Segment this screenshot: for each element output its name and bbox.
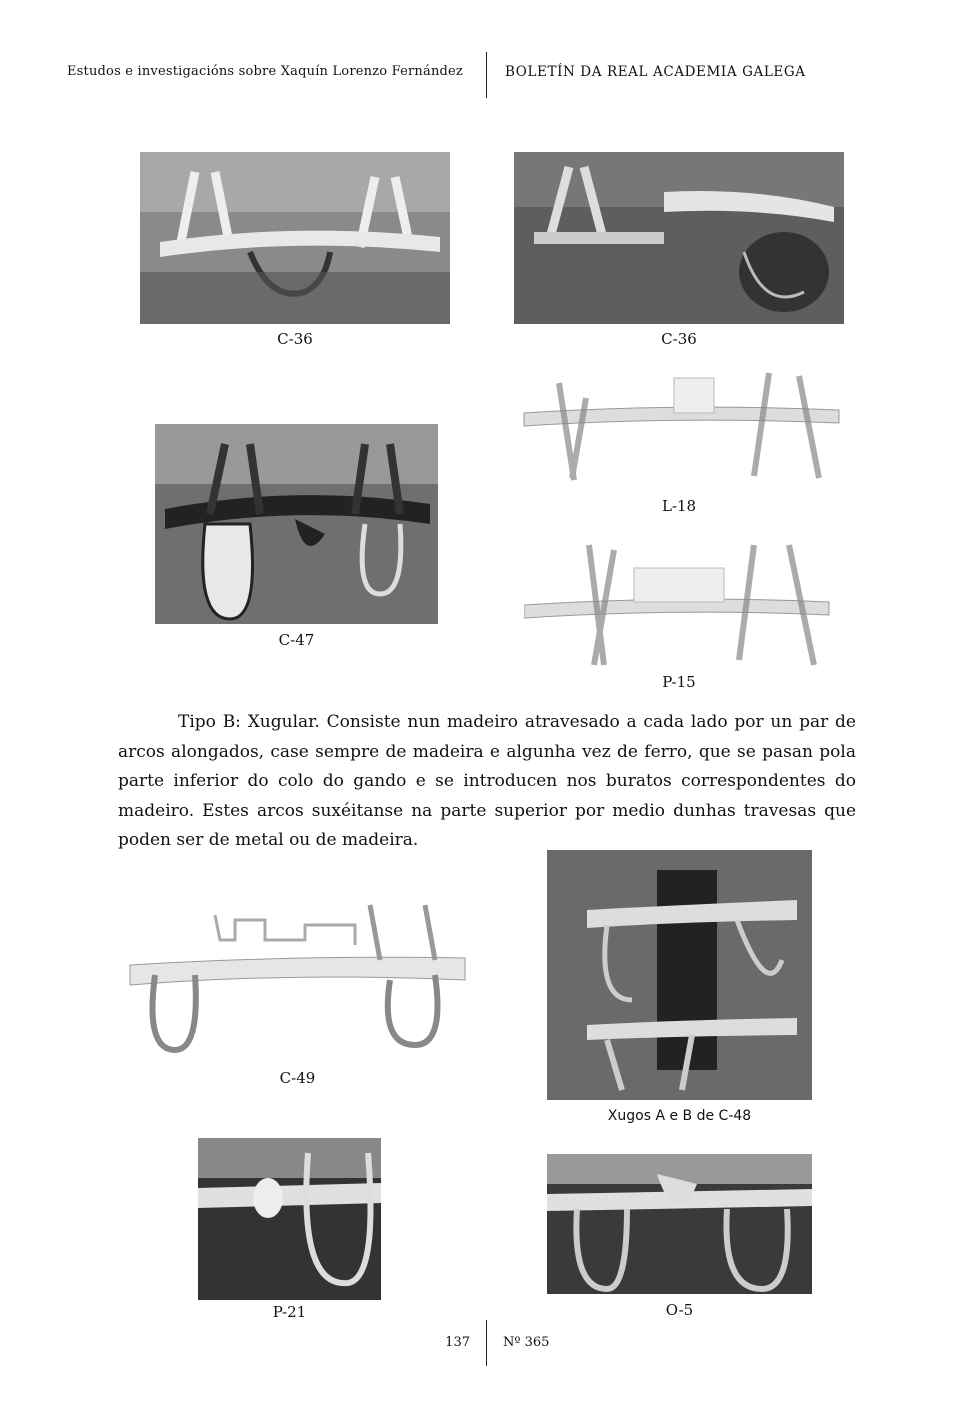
running-header-right: BOLETÍN DA REAL ACADEMIA GALEGA (505, 64, 806, 80)
footer-divider (486, 1320, 487, 1366)
photo-p21 (198, 1138, 381, 1300)
image-p15 (524, 540, 834, 670)
caption-fig7: Xugos A e B de C-48 (607, 1108, 752, 1124)
body-paragraph: Tipo B: Xugular. Consiste nun madeiro atravesado a cada lado por un par de arcos alongados, case sempre de madeira e algunha vez de ferro, que se pasan pola parte inferior do colo do gando e se introducen nos buratos correspondentes do madeiro. Estes arcos suxéitanse na parte superior por medio dunhas travesas que poden ser de metal ou de madeira. (118, 712, 856, 850)
caption-fig2: C-36 (661, 330, 697, 348)
photo-c36-right (514, 152, 844, 324)
page-number: 137 (445, 1335, 470, 1350)
photo-c47 (155, 424, 438, 624)
caption-fig9: O-5 (665, 1301, 694, 1319)
image-l18 (514, 368, 844, 486)
header-divider (486, 52, 487, 98)
image-c49 (125, 900, 470, 1060)
caption-fig5: P-15 (662, 673, 696, 691)
caption-fig8: P-21 (272, 1303, 307, 1321)
caption-fig3: C-47 (278, 631, 315, 649)
photo-o5 (547, 1154, 812, 1294)
issue-number: Nº 365 (503, 1335, 550, 1350)
caption-fig1: C-36 (277, 330, 313, 348)
caption-fig6: C-49 (279, 1069, 316, 1087)
running-header-left: Estudos e investigacións sobre Xaquín Lorenzo Fernández (66, 64, 463, 79)
caption-fig4: L-18 (661, 497, 697, 515)
photo-c48 (547, 850, 812, 1100)
photo-c36-left (140, 152, 450, 324)
